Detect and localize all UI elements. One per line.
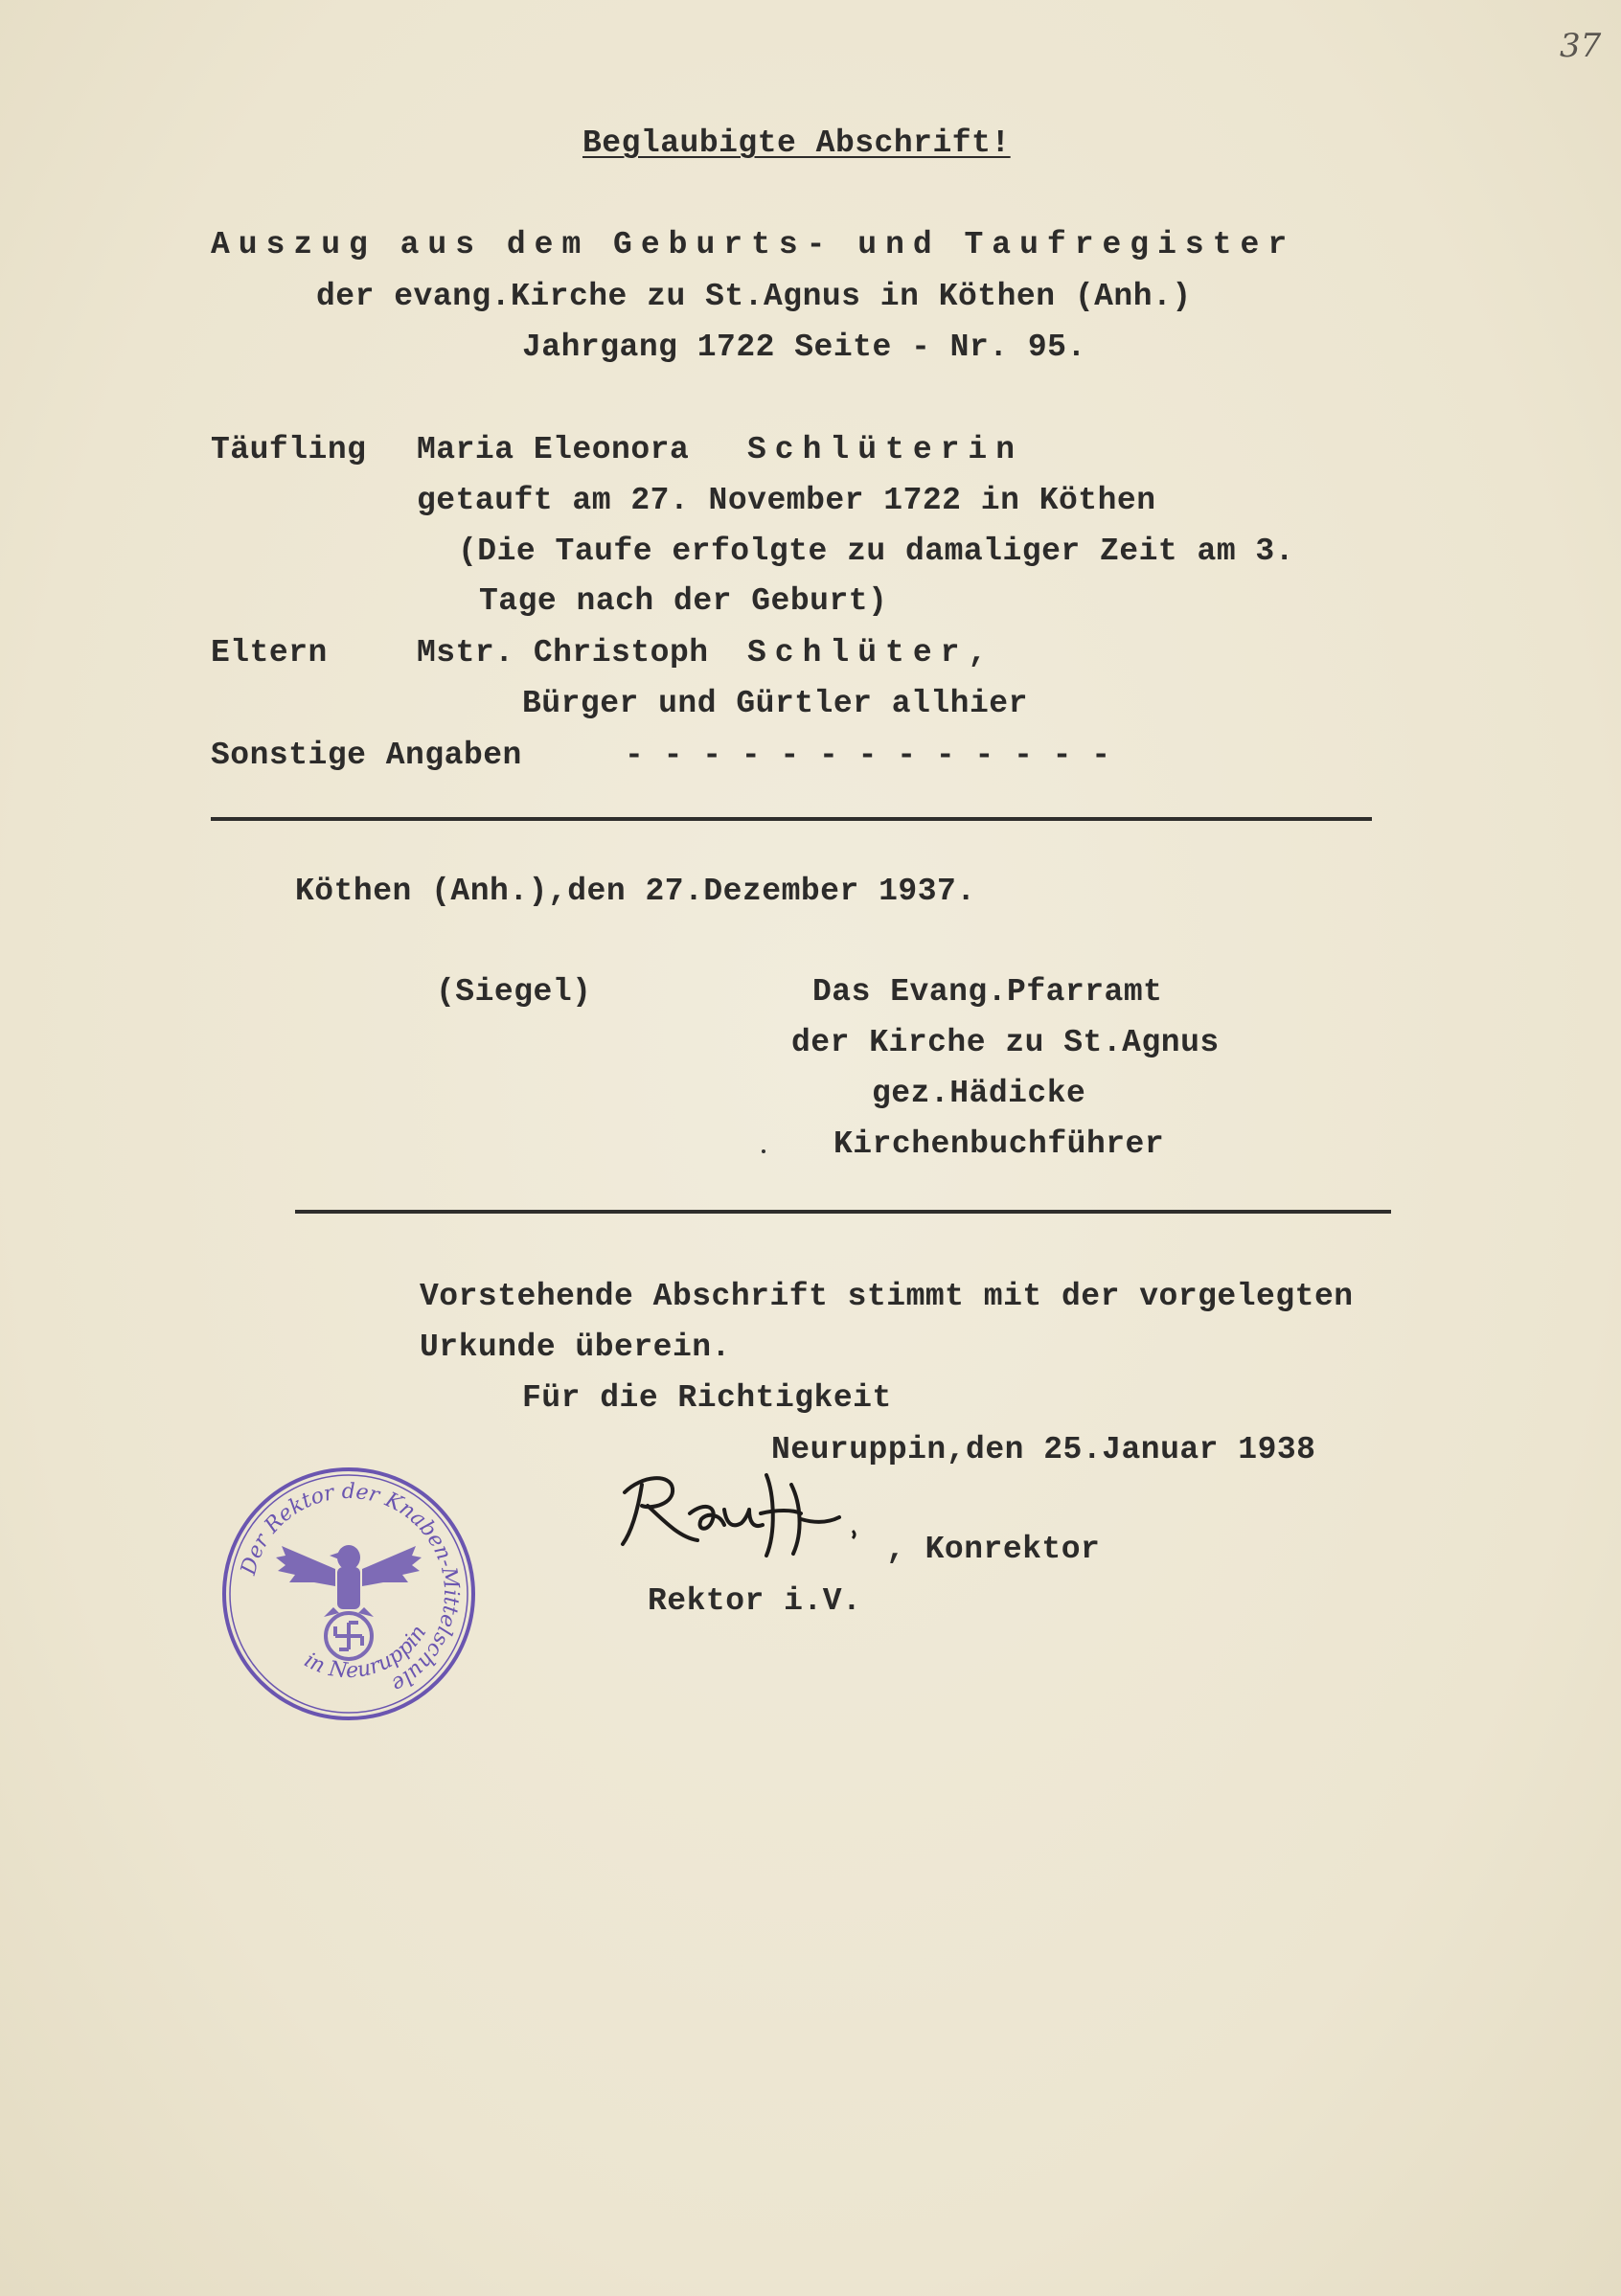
document-heading: Beglaubigte Abschrift! — [582, 125, 1011, 161]
parents-last: Schlüter, — [747, 635, 996, 671]
baptism-first-name: Maria Eleonora — [417, 432, 690, 467]
ink-dot — [762, 1149, 765, 1153]
official-stamp — [218, 1464, 479, 1724]
other-value: - - - - - - - - - - - - - — [625, 738, 1111, 773]
other-label: Sonstige Angaben — [211, 738, 522, 773]
baptism-label: Täufling — [211, 432, 367, 467]
stamp-ring-text: Der Rektor der Knaben-Mittelschule — [237, 1479, 464, 1697]
certification-line-3: Für die Richtigkeit — [522, 1380, 892, 1416]
certification-line-2: Urkunde überein. — [420, 1330, 731, 1365]
extract-year: Jahrgang 1722 Seite - Nr. 95. — [522, 330, 1086, 365]
stamp-bottom-text: in Neuruppin — [300, 1621, 432, 1684]
issuing-office: Das Evang.Pfarramt — [812, 974, 1163, 1010]
certification-place-date: Neuruppin,den 25.Januar 1938 — [771, 1432, 1316, 1467]
handwritten-signature — [613, 1456, 881, 1561]
baptism-note-1: (Die Taufe erfolgte zu damaliger Zeit am 3. — [458, 534, 1295, 569]
signer-role: Kirchenbuchführer — [833, 1126, 1165, 1162]
divider-rule — [211, 817, 1372, 821]
issue-place-date: Köthen (Anh.),den 27.Dezember 1937. — [295, 874, 976, 909]
page-number: 37 — [1560, 27, 1602, 65]
parents-description: Bürger und Gürtler allhier — [522, 686, 1028, 721]
signed-by: gez.Hädicke — [872, 1076, 1086, 1111]
baptism-date: getauft am 27. November 1722 in Köthen — [417, 483, 1156, 518]
seal-note: (Siegel) — [436, 974, 592, 1010]
extract-title: Auszug aus dem Geburts- und Taufregister — [211, 227, 1296, 262]
baptism-note-2: Tage nach der Geburt) — [479, 583, 888, 619]
extract-church: der evang.Kirche zu St.Agnus in Köthen (Anh.) — [316, 279, 1192, 314]
parents-first: Mstr. Christoph — [417, 635, 709, 671]
certification-line-1: Vorstehende Abschrift stimmt mit der vorgelegten — [420, 1279, 1354, 1314]
divider-rule — [295, 1210, 1391, 1214]
parents-label: Eltern — [211, 635, 328, 671]
issuing-church: der Kirche zu St.Agnus — [791, 1025, 1220, 1060]
certifier-role: , Konrektor — [886, 1532, 1101, 1567]
baptism-last-name: Schlüterin — [747, 432, 1024, 467]
certifier-sub-role: Rektor i.V. — [648, 1583, 862, 1619]
